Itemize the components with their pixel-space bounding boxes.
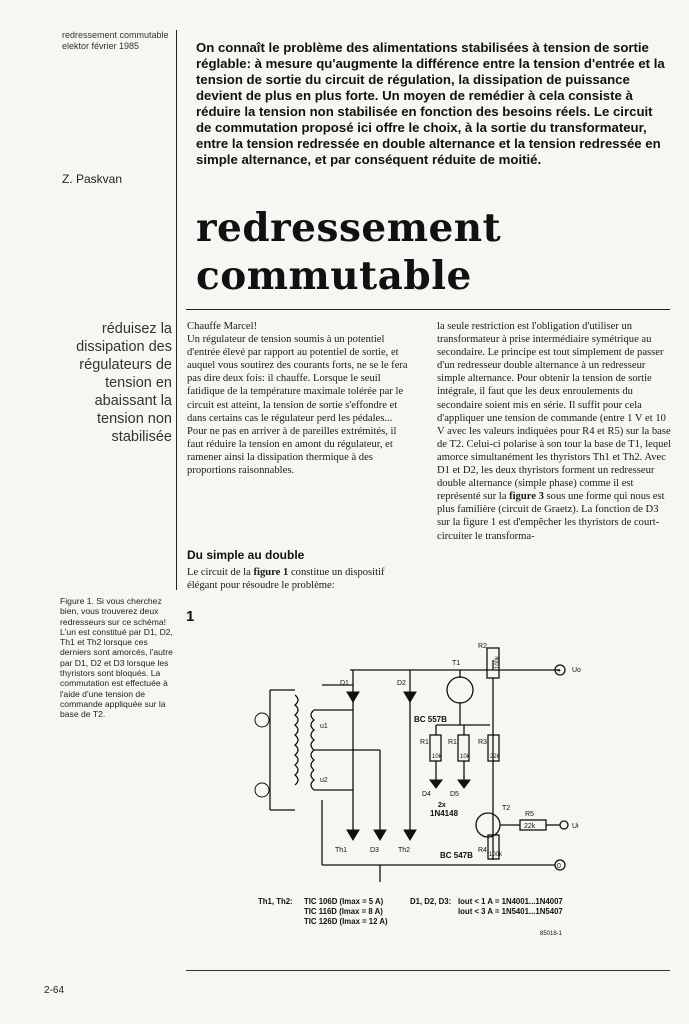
text-run: sous une forme qui nous est plus familière (circuit de Graetz). La fonction de D3 sur la figure 1 est d'empêcher les thyristors de court-circuiter le transforma- [437, 491, 665, 542]
label-t2: T2 [502, 805, 511, 812]
label-r1p: R1' [448, 739, 459, 746]
figure-caption: Figure 1. Si vous cherchez bien, vous trouverez deux redresseurs sur ce schéma! L'un est constitué par D1, D2, Th1 et Th2 lorsque ces derniers sont amorcés, l'autre par D1, D2 et D3 lorsque les thyristors sont bloqués. La commutation est effectuée à l'aide d'une tension de commande appliquée sur la base de T2. [60, 596, 173, 720]
legend-d-opt1: Iout < 1 A = 1N4001...1N4007 [458, 897, 563, 906]
col1-paragraph-2: Un régulateur de tension soumis à un potentiel d'entrée élevé par rapport au potentiel de sortie, et auquel vous soutirez des courants forts, ne se le fera pas dire deux fois: il chauffe. Lorsque le seuil fatidique de la température maximale tolérée par le circuit est atteint, la tension de sortie s'effondre et dans certains cas le régulateur perd les pédales... [187, 334, 408, 424]
label-u2: u2 [320, 777, 328, 784]
label-r4: R4 [478, 847, 487, 854]
legend-d-opt2: Iout < 3 A = 1N5401...1N5407 [458, 907, 563, 916]
intro-paragraph: On connaît le problème des alimentations stabilisées à tension de sortie réglable: à mesure qu'augmente la différence entre la tension d'entrée et la tension de sortie du circuit de régulation, la dissipation de puissance devient de plus en plus forte. Un moyen de remédier à cela consiste à réduire la tension non stabilisée en fonction des besoins réels. Le circuit de commutation proposé ici offre le choix, à la sortie du transformateur, entre la tension redressée en double alternance et la tension redressée en simple alternance, et par conséquent réduite de moitié. [196, 40, 665, 167]
label-r1p-val: 10k [460, 754, 470, 760]
label-r1-val: 10k [432, 754, 442, 760]
text-run: la seule restriction est l'obligation d'utiliser un transformateur à prise intermédiaire symétrique au secondaire. Le principe est tout simplement de passer d'un redresseur double alternance à un redresseur simple alternance. Pour obtenir la tension de sortie intégrale, il faut que les deux enroulements du secondaire soient mis en série. Il suffit pour cela d'appliquer une tension de commande (entre 1 V et 10 V avec les valeurs indiquées pour R4 et R5) sur la base de T2. Celui-ci polarise à son tour la base de T1, lequel amorce simultanément les thyristors Th1 et Th2. Avec D1 et D2, les deux thyristors forment un redresseur double alternance (simple phase) comme il est représenté sur la [437, 321, 672, 503]
label-th2: Th2 [398, 847, 411, 854]
label-u1: u1 [320, 723, 328, 730]
title-rule [186, 309, 670, 310]
label-zero: 0 [557, 863, 561, 870]
col1-paragraph-3: Pour ne pas en arriver à de pareilles extrémités, il faut réduire la tension en amont du régulateur, et ramener ainsi la dissipation thermique à des proportions raisonnables. [187, 425, 397, 477]
legend-tic1: TIC 106D (Imax = 5 A) [304, 897, 384, 906]
label-r5: R5 [525, 811, 534, 818]
label-bc547b: BC 547B [440, 851, 473, 860]
page-number: 2-64 [44, 985, 65, 996]
figure-ref: figure 1 [253, 567, 289, 578]
side-quote: réduisez la dissipation des régulateurs de tension en abaissant la tension non stabilisée [76, 321, 172, 445]
circuit-schematic [240, 630, 600, 950]
col1-paragraph-4 [187, 566, 413, 592]
label-d2: D2 [397, 680, 406, 687]
label-r3-val: 22k [490, 754, 500, 760]
col2-paragraph [437, 320, 673, 543]
author-name: Z. Paskvan [62, 172, 123, 186]
body-column-1 [187, 320, 413, 477]
label-t1: T1 [452, 660, 461, 667]
label-uo: Uo [572, 667, 581, 674]
body-column-1-continued [187, 566, 413, 592]
figure-number: 1 [186, 608, 195, 625]
label-d1: D1 [340, 680, 349, 687]
title-line-2: commutable [196, 253, 472, 299]
legend-ref: 85018-1 [540, 931, 563, 937]
label-r2: R2 [478, 643, 487, 650]
label-r4-val: 100k [489, 852, 503, 858]
label-d4: D4 [422, 791, 431, 798]
figure-ref: figure 3 [509, 491, 544, 503]
label-r1: R1 [420, 739, 429, 746]
section-subheading: Du simple au double [187, 548, 305, 562]
legend-tic2: TIC 116D (Imax = 8 A) [304, 907, 383, 916]
legend-d-label: D1, D2, D3: [410, 897, 452, 906]
label-th1: Th1 [335, 847, 348, 854]
text-run: constitue un dispositif élégant pour résoudre le problème: [187, 567, 385, 592]
legend-th-label: Th1, Th2: [258, 897, 293, 906]
legend-tic3: TIC 126D (Imax = 12 A) [304, 917, 388, 926]
header-line-2: elektor février 1985 [62, 41, 140, 51]
text-run: Le circuit de la [187, 567, 254, 578]
label-1n4148: 1N4148 [430, 809, 459, 818]
col1-paragraph-1: Chauffe Marcel! [187, 321, 258, 332]
body-column-2 [437, 320, 673, 543]
title-line-1: redressement [196, 205, 502, 251]
label-ui: Ui [572, 823, 579, 830]
label-r3: R3 [478, 739, 487, 746]
vertical-divider [176, 30, 177, 590]
header-line-1: redressement commutable [62, 30, 169, 40]
label-d45-count: 2x [438, 802, 446, 809]
header-meta [62, 30, 169, 52]
article-title [196, 204, 666, 300]
label-r2-val: 100k [495, 655, 501, 669]
label-d5: D5 [450, 791, 459, 798]
label-plus: + [557, 668, 562, 675]
label-bc557b: BC 557B [414, 715, 447, 724]
bottom-rule [186, 970, 670, 971]
label-r5-val: 22k [524, 823, 536, 830]
label-d3: D3 [370, 847, 379, 854]
